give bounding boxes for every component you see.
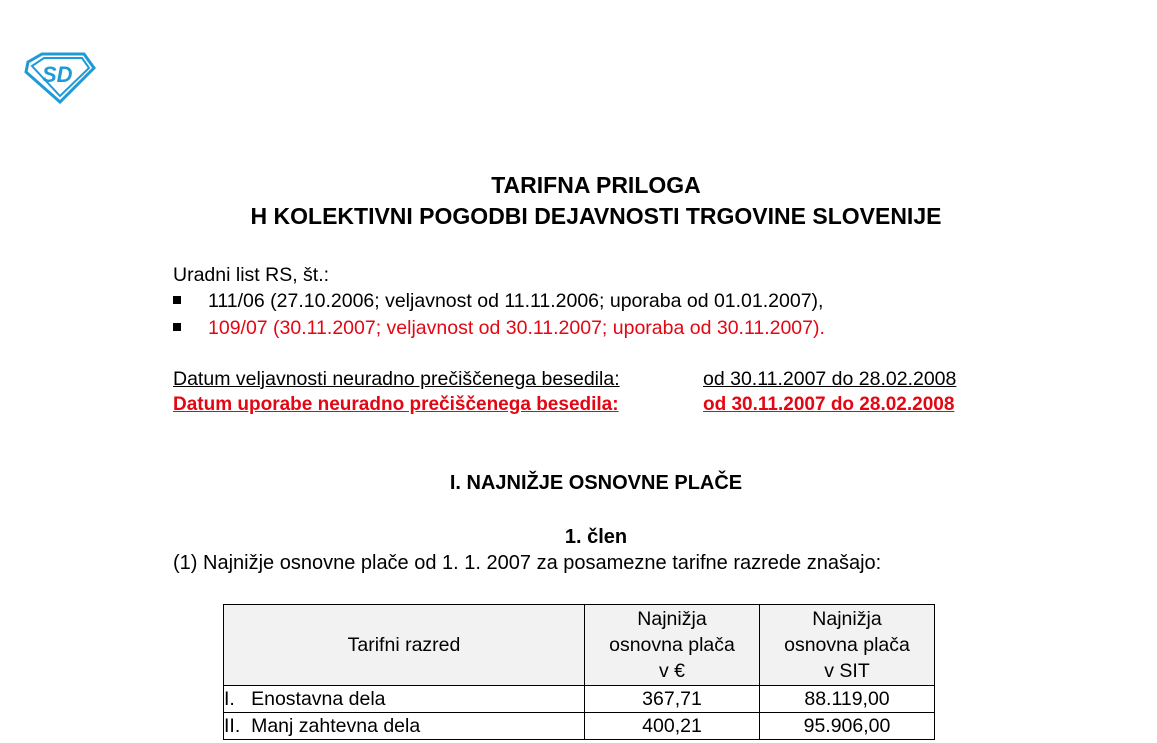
bullet-icon [173, 296, 181, 304]
application-value: od 30.11.2007 do 28.02.2008 [703, 394, 955, 415]
salary-eur-cell: 367,71 [585, 686, 760, 713]
salary-sit-cell: 88.119,00 [760, 686, 935, 713]
header-min-salary-eur: Najnižja osnovna plača v € [585, 605, 760, 686]
gazette-item: 109/07 (30.11.2007; veljavnost od 30.11.2007; uporaba od 30.11.2007). [208, 317, 825, 339]
document-subtitle: H KOLEKTIVNI POGODBI DEJAVNOSTI TRGOVINE SLOVENIJE [250, 203, 942, 229]
table-row [224, 686, 935, 713]
tariff-class-cell: I. Enostavna dela [224, 686, 585, 713]
tariff-class-cell: II. Manj zahtevna dela [224, 713, 585, 740]
salary-sit-cell: 95.906,00 [760, 713, 935, 740]
logo-lettering: SD [42, 62, 73, 87]
gazette-label: Uradni list RS, št.: [173, 264, 330, 286]
validity-value: od 30.11.2007 do 28.02.2008 [703, 368, 957, 390]
salary-eur-cell: 400,21 [585, 713, 760, 740]
bullet-icon [173, 323, 181, 331]
article-paragraph: (1) Najnižje osnovne plače od 1. 1. 2007 za posamezne tarifne razrede znašajo: [173, 552, 882, 574]
section-heading: I. NAJNIŽJE OSNOVNE PLAČE [449, 472, 743, 494]
table-row [224, 713, 935, 740]
header-min-salary-sit: Najnižja osnovna plača v SIT [760, 605, 935, 686]
validity-label: Datum veljavnosti neuradno prečiščenega besedila: [173, 368, 620, 390]
header-tariff-class: Tarifni razred [224, 605, 585, 686]
company-logo [22, 48, 96, 104]
gazette-item: 111/06 (27.10.2006; veljavnost od 11.11.2006; uporaba od 01.01.2007), [208, 290, 824, 312]
application-label: Datum uporabe neuradno prečiščenega besedila: [173, 394, 619, 415]
article-heading: 1. člen [564, 526, 628, 548]
salary-table [223, 604, 935, 740]
table-header-row [224, 605, 935, 686]
document-title: TARIFNA PRILOGA [491, 172, 701, 198]
